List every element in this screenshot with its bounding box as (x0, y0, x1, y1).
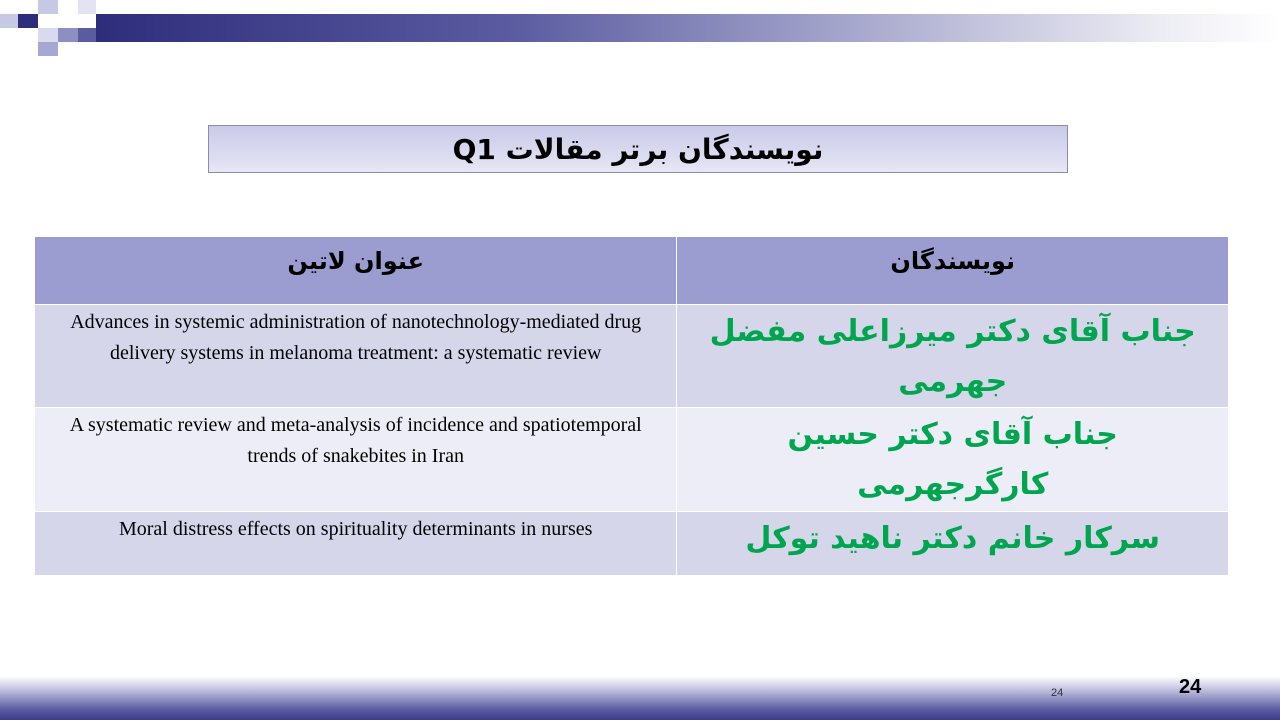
slide-title-box (208, 125, 1068, 173)
decor-square (38, 28, 58, 42)
table-row (35, 408, 1229, 512)
decor-square (0, 14, 18, 28)
header-authors: نویسندگان (677, 237, 1229, 305)
bottom-decorative-band (0, 676, 1280, 720)
header-latin-title: عنوان لاتین (35, 237, 677, 305)
latin-title-cell: Moral distress effects on spirituality determinants in nurses (35, 512, 677, 576)
table-row (35, 305, 1229, 408)
top-decorative-band (96, 14, 1280, 42)
decor-square (78, 0, 96, 14)
decor-square (58, 28, 78, 42)
table-row (35, 512, 1229, 576)
slide-number: 24 (1179, 676, 1202, 698)
latin-title-cell: Advances in systemic administration of nanotechnology-mediated drug delivery systems in melanoma treatment: a systematic review (35, 305, 677, 408)
author-cell: سرکار خانم دکتر ناهید توکل (677, 512, 1229, 576)
decor-square (58, 14, 78, 28)
authors-table (34, 236, 1229, 576)
decor-square (38, 0, 58, 14)
decor-square (78, 28, 96, 42)
latin-title-cell: A systematic review and meta-analysis of incidence and spatiotemporal trends of snakebites in Iran (35, 408, 677, 512)
table-header-row (35, 237, 1229, 305)
author-cell: جناب آقای دکتر میرزاعلی مفضل جهرمی (677, 305, 1229, 408)
decor-square (38, 42, 58, 56)
slide-number-footer: 24 (1051, 687, 1064, 699)
author-cell: جناب آقای دکتر حسین کارگرجهرمی (677, 408, 1229, 512)
decor-square (18, 14, 38, 28)
slide-title: نویسندگان برتر مقالات Q1 (452, 132, 824, 166)
